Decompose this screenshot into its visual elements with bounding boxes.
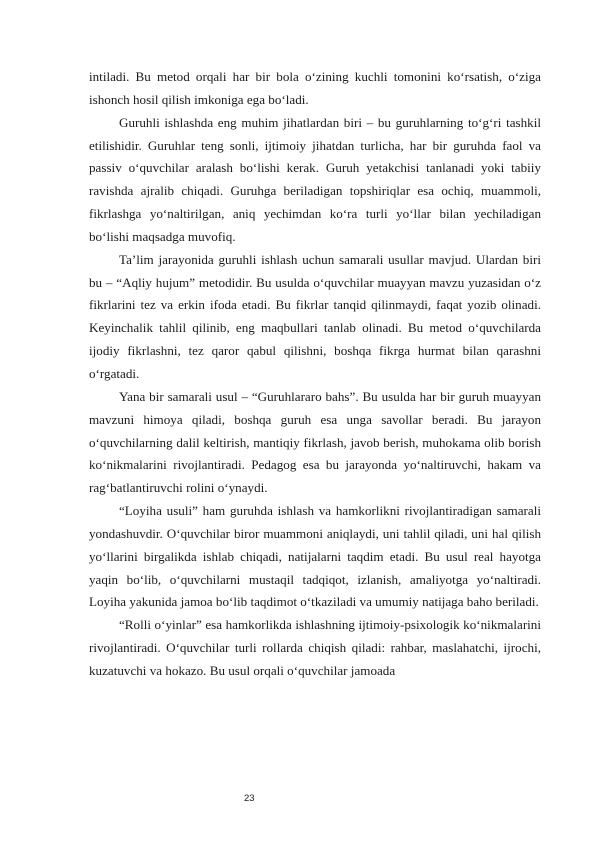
paragraph-continuation: intiladi. Bu metod orqali har bir bola o‘zining kuchli tomonini ko‘rsatish, o‘ziga ishonch hosil qilish imkoniga ega bo‘ladi. [89,69,541,107]
paragraph-brainstorm-method: Ta’lim jarayonida guruhli ishlash uchun samarali usullar mavjud. Ulardan biri bu – “Aqliy hujum” metodidir. Bu usulda o‘quvchilar muayyan mavzu yuzasidan o‘z fikrlarini tez va erkin ifoda etadi. Bu fikrlar tanqid qilinmaydi, faqat yozib olinadi. Keyinchalik tahlil qilinib, eng maqbullari tanlab olinadi. Bu metod o‘quvchilarda ijodiy fikrlashni, tez qaror qabul qilishni, boshqa fikrga hurmat bilan qarashni o‘rgatadi. [89,251,541,381]
paragraph-intergroup-debate: Yana bir samarali usul – “Guruhlararo bahs”. Bu usulda har bir guruh muayyan mavzuni himoya qiladi, boshqa guruh esa unga savollar beradi. Bu jarayon o‘quvchilarning dalil keltirish, mantiqiy fikrlash, javob berish, muhokama olib borish ko‘nikmalarini rivojlantiradi. Pedagog esa bu jarayonda yo‘naltiruvchi, hakam va rag‘batlantiruvchi rolini o‘ynaydi. [89,388,541,496]
paragraph-group-organization: Guruhli ishlashda eng muhim jihatlardan biri – bu guruhlarning to‘g‘ri tashkil etilishidir. Guruhlar teng sonli, ijtimoiy jihatdan turlicha, har bir guruhda faol va passiv o‘quvchilar aralash bo‘lishi kerak. Guruh yetakchisi tanlanadi yoki tabiiy ravishda ajralib chiqadi. Guruhga beriladigan topshiriqlar esa ochiq, muammoli, fikrlashga yo‘naltirilgan, aniq yechimdan ko‘ra turli yo‘llar bilan yechiladigan bo‘lishi maqsadga muvofiq. [89,114,541,244]
paragraph-role-play: “Rolli o‘yinlar” esa hamkorlikda ishlashning ijtimoiy-psixologik ko‘nikmalarini rivojlantiradi. O‘quvchilar turli rollarda chiqish qiladi: rahbar, maslahatchi, ijrochi, kuzatuvchi va hokazo. Bu usul orqali o‘quvchilar jamoada [89,617,541,678]
page-number: 23 [244,793,255,804]
paragraph-project-method: “Loyiha usuli” ham guruhda ishlash va hamkorlikni rivojlantiradigan samarali yondashuvdir. O‘quvchilar biror muammoni aniqlaydi, uni tahlil qiladi, uni hal qilish yo‘llarini birgalikda ishlab chiqadi, natijalarni taqdim etadi. Bu usul real hayotga yaqin bo‘lib, o‘quvchilarni mustaqil tadqiqot, izlanish, amaliyotga yo‘naltiradi. Loyiha yakunida jamoa bo‘lib taqdimot o‘tkaziladi va umumiy natijaga baho beriladi. [89,503,541,610]
document-page [89,66,541,683]
